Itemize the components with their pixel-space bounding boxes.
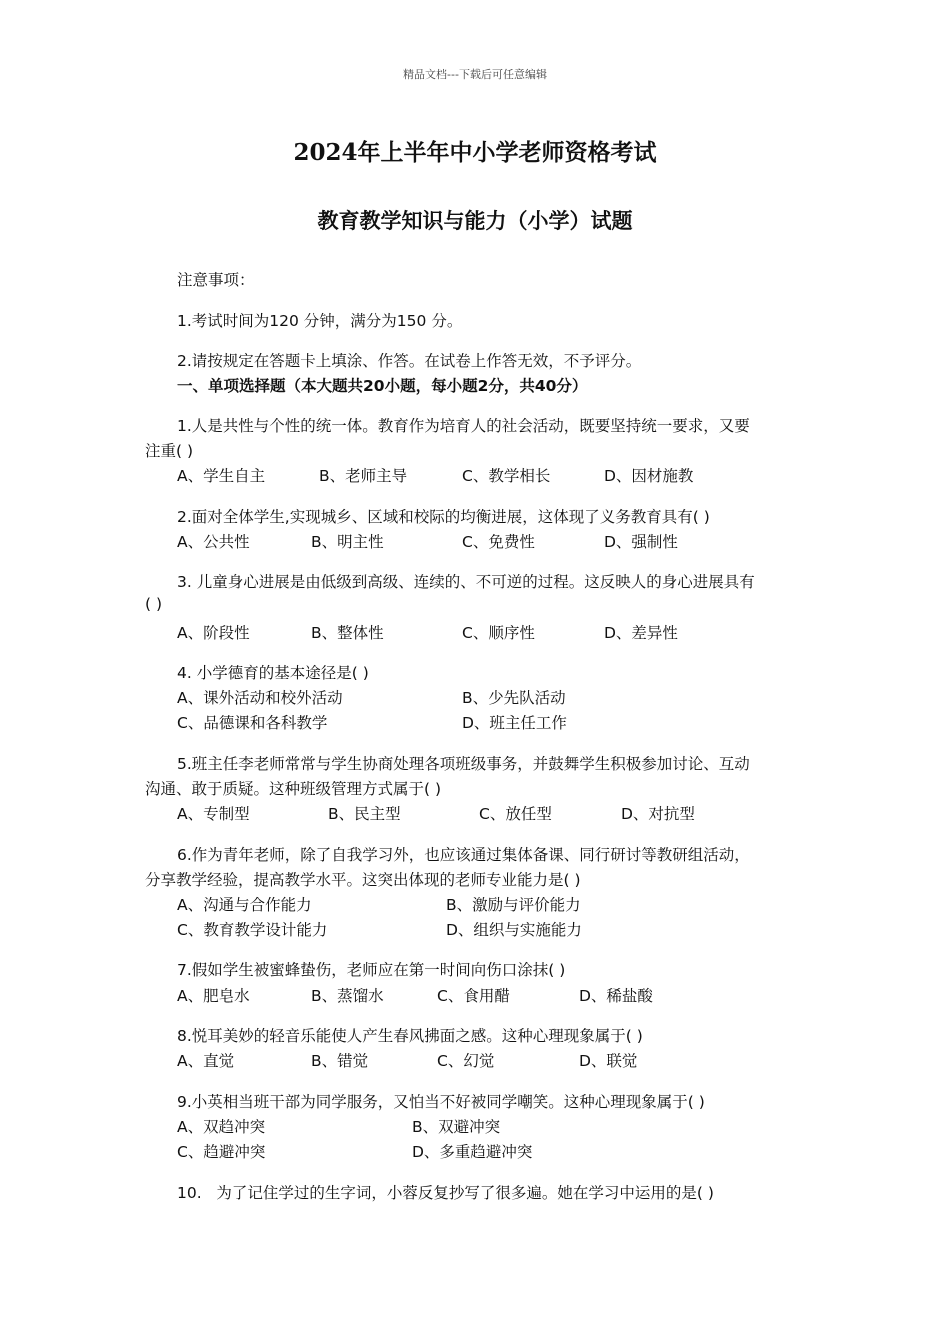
exam-subtitle: 教育教学知识与能力（小学）试题: [317, 208, 633, 233]
option: D、因材施教: [604, 467, 694, 485]
question-stem: 沟通、敢于质疑。这种班级管理方式属于( ): [145, 780, 442, 798]
option: B、民主型: [328, 805, 401, 823]
notes-heading: 注意事项：: [177, 271, 255, 289]
option: D、组织与实施能力: [446, 921, 582, 939]
option: C、幻觉: [437, 1052, 495, 1070]
option: A、阶段性: [177, 624, 250, 642]
option: A、公共性: [177, 533, 250, 551]
question-stem: 1.人是共性与个性的统一体。教育作为培育人的社会活动，既要坚持统一要求，又要: [177, 417, 750, 435]
option: A、沟通与合作能力: [177, 896, 312, 914]
option: A、肥皂水: [177, 987, 250, 1005]
option: B、激励与评价能力: [446, 896, 581, 914]
option: C、趋避冲突: [177, 1143, 266, 1161]
option: A、专制型: [177, 805, 250, 823]
note-item: 2.请按规定在答题卡上填涂、作答。在试卷上作答无效，不予评分。: [177, 352, 642, 370]
page-header: 精品文档---下载后可任意编辑: [403, 68, 547, 81]
option: B、双避冲突: [412, 1118, 501, 1136]
option: D、班主任工作: [462, 714, 567, 732]
option: D、对抗型: [621, 805, 695, 823]
question-stem: 3. 儿童身心进展是由低级到高级、连续的、不可逆的过程。这反映人的身心进展具有: [177, 573, 755, 591]
option: A、课外活动和校外活动: [177, 689, 343, 707]
question-stem: 10. 为了记住学过的生字词，小蓉反复抄写了很多遍。她在学习中运用的是( ): [177, 1184, 714, 1202]
question-stem: 7.假如学生被蜜蜂蛰伤，老师应在第一时间向伤口涂抹( ): [177, 961, 566, 979]
note-item: 1.考试时间为120 分钟，满分为150 分。: [177, 312, 463, 330]
option: D、强制性: [604, 533, 678, 551]
question-stem: 4. 小学德育的基本途径是( ): [177, 664, 369, 682]
option: C、放任型: [479, 805, 552, 823]
question-stem: 注重( ): [145, 442, 194, 460]
option: B、错觉: [311, 1052, 369, 1070]
option: B、老师主导: [319, 467, 408, 485]
option: A、直觉: [177, 1052, 235, 1070]
option: D、多重趋避冲突: [412, 1143, 533, 1161]
option: C、顺序性: [462, 624, 535, 642]
option: A、学生自主: [177, 467, 266, 485]
option: C、品德课和各科教学: [177, 714, 328, 732]
section-title: 一、单项选择题（本大题共20小题，每小题2分，共40分）: [177, 377, 588, 395]
option: B、整体性: [311, 624, 384, 642]
option: D、稀盐酸: [579, 987, 653, 1005]
option: D、联觉: [579, 1052, 638, 1070]
question-stem: 9.小英相当班干部为同学服务，又怕当不好被同学嘲笑。这种心理现象属于( ): [177, 1093, 705, 1111]
option: B、蒸馏水: [311, 987, 384, 1005]
option: B、少先队活动: [462, 689, 566, 707]
option: C、教学相长: [462, 467, 551, 485]
question-stem: 8.悦耳美妙的轻音乐能使人产生春风拂面之感。这种心理现象属于( ): [177, 1027, 643, 1045]
question-stem: 分享教学经验，提高教学水平。这突出体现的老师专业能力是( ): [145, 871, 581, 889]
option: C、教育教学设计能力: [177, 921, 328, 939]
question-stem: 2.面对全体学生,实现城乡、区域和校际的均衡进展，这体现了义务教育具有( ): [177, 508, 710, 526]
question-stem: 6.作为青年老师，除了自我学习外，也应该通过集体备课、同行研讨等教研组活动，: [177, 846, 750, 864]
question-stem: 5.班主任李老师常常与学生协商处理各项班级事务，并鼓舞学生积极参加讨论、互动: [177, 755, 750, 773]
option: A、双趋冲突: [177, 1118, 266, 1136]
option: C、免费性: [462, 533, 535, 551]
option: C、食用醋: [437, 987, 510, 1005]
option: D、差异性: [604, 624, 678, 642]
exam-title: 2024年上半年中小学老师资格考试: [293, 139, 657, 166]
question-stem: ( ): [145, 595, 163, 613]
option: B、明主性: [311, 533, 384, 551]
